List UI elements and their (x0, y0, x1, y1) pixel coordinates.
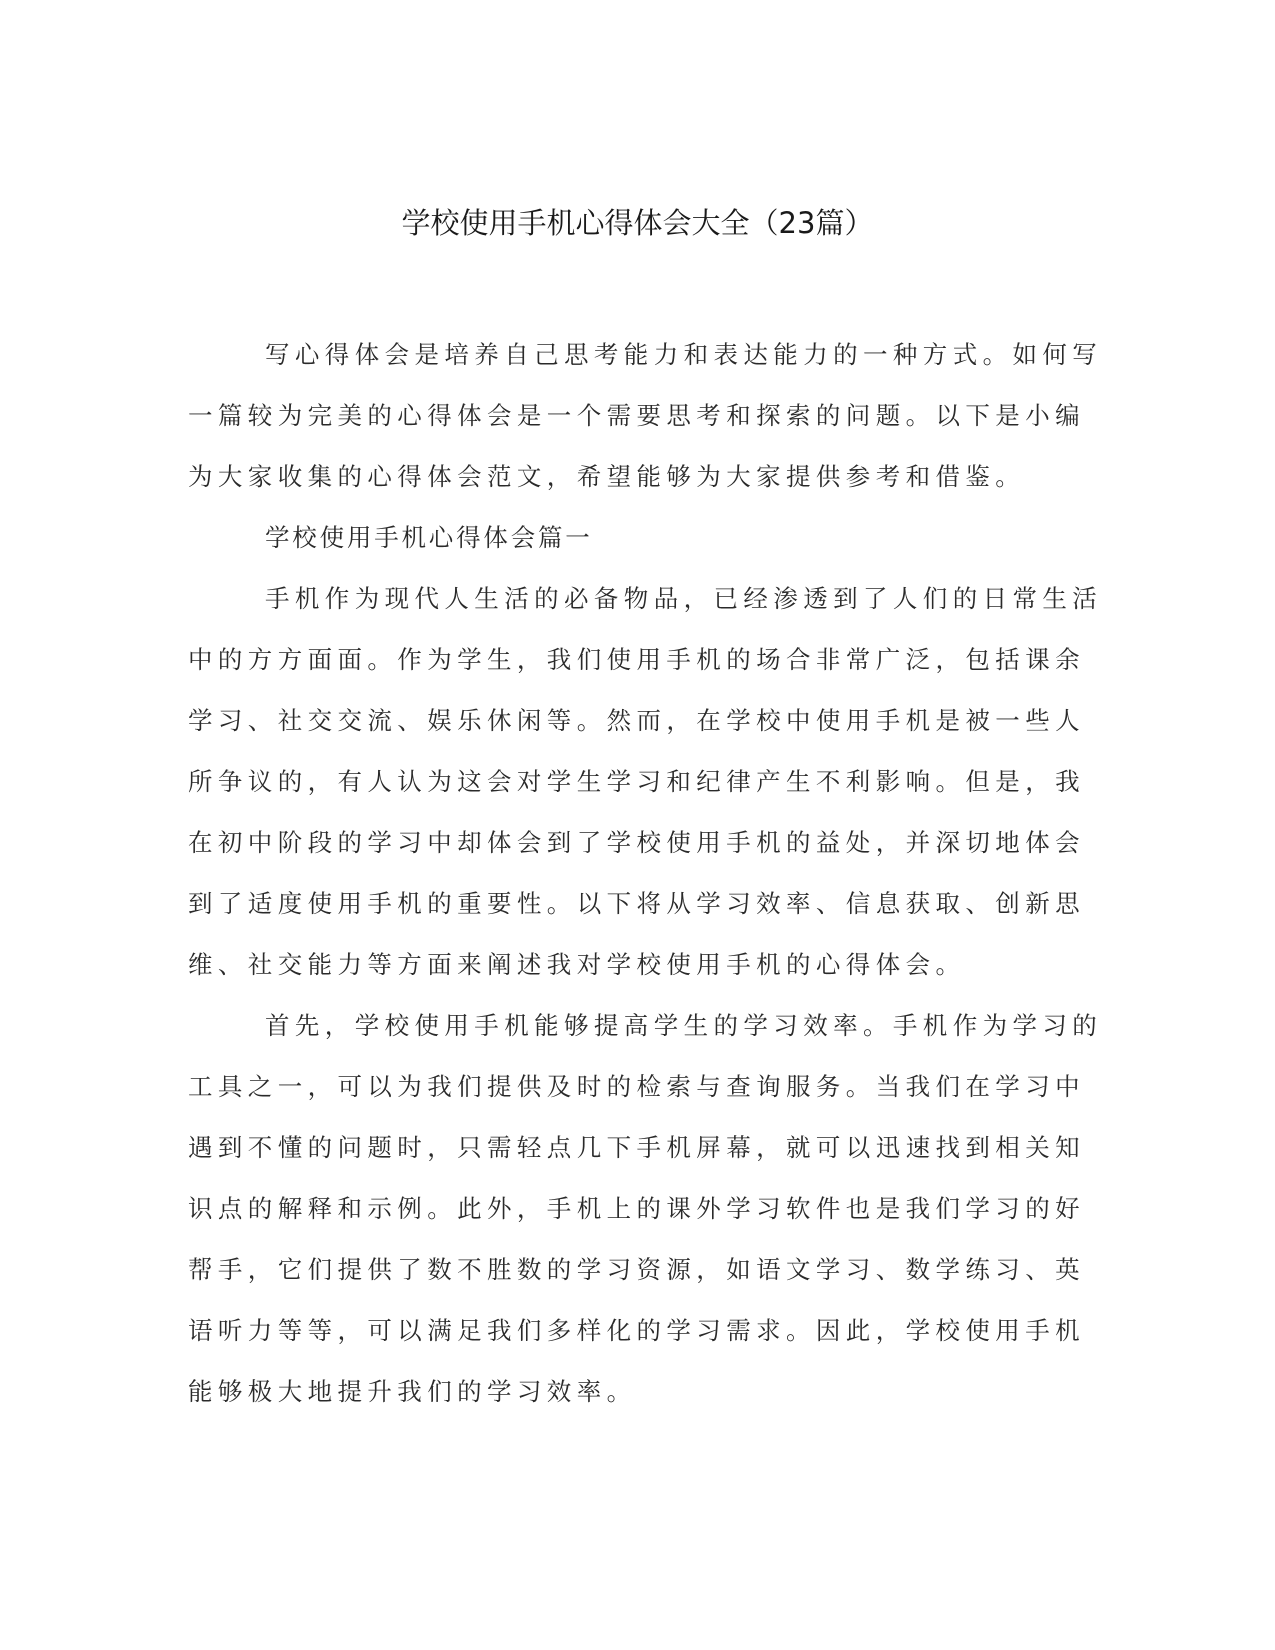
paragraph-line: 到了适度使用手机的重要性。以下将从学习效率、信息获取、创新思 (188, 889, 1085, 918)
paragraph-line: 在初中阶段的学习中却体会到了学校使用手机的益处，并深切地体会 (188, 828, 1085, 857)
paragraph-line: 帮手，它们提供了数不胜数的学习资源，如语文学习、数学练习、英 (188, 1255, 1085, 1284)
paragraph-line: 维、社交能力等方面来阐述我对学校使用手机的心得体会。 (188, 950, 966, 979)
paragraph-line: 工具之一，可以为我们提供及时的检索与查询服务。当我们在学习中 (188, 1072, 1085, 1101)
paragraph-line: 手机作为现代人生活的必备物品，已经渗透到了人们的日常生活 (265, 584, 1103, 613)
section-heading: 学校使用手机心得体会篇一 (265, 523, 593, 552)
paragraph-line: 所争议的，有人认为这会对学生学习和纪律产生不利影响。但是，我 (188, 767, 1085, 796)
paragraph-line: 遇到不懂的问题时，只需轻点几下手机屏幕，就可以迅速找到相关知 (188, 1133, 1085, 1162)
body-paragraph-1 (188, 568, 1103, 995)
paragraph-line: 语听力等等，可以满足我们多样化的学习需求。因此，学校使用手机 (188, 1316, 1085, 1345)
paragraph-line: 识点的解释和示例。此外，手机上的课外学习软件也是我们学习的好 (188, 1194, 1085, 1223)
paragraph-line: 写心得体会是培养自己思考能力和表达能力的一种方式。如何写 (265, 340, 1103, 369)
document-title: 学校使用手机心得体会大全（23篇） (401, 206, 874, 240)
intro-paragraph (188, 324, 1103, 507)
body-paragraph-2 (188, 995, 1103, 1422)
paragraph-line: 学习、社交交流、娱乐休闲等。然而，在学校中使用手机是被一些人 (188, 706, 1085, 735)
paragraph-line: 一篇较为完美的心得体会是一个需要思考和探索的问题。以下是小编 (188, 401, 1085, 430)
paragraph-line: 为大家收集的心得体会范文，希望能够为大家提供参考和借鉴。 (188, 462, 1026, 491)
paragraph-line: 中的方方面面。作为学生，我们使用手机的场合非常广泛，包括课余 (188, 645, 1085, 674)
paragraph-line: 能够极大地提升我们的学习效率。 (188, 1377, 637, 1406)
paragraph-line: 首先，学校使用手机能够提高学生的学习效率。手机作为学习的 (265, 1011, 1103, 1040)
document-body (188, 324, 1103, 1422)
